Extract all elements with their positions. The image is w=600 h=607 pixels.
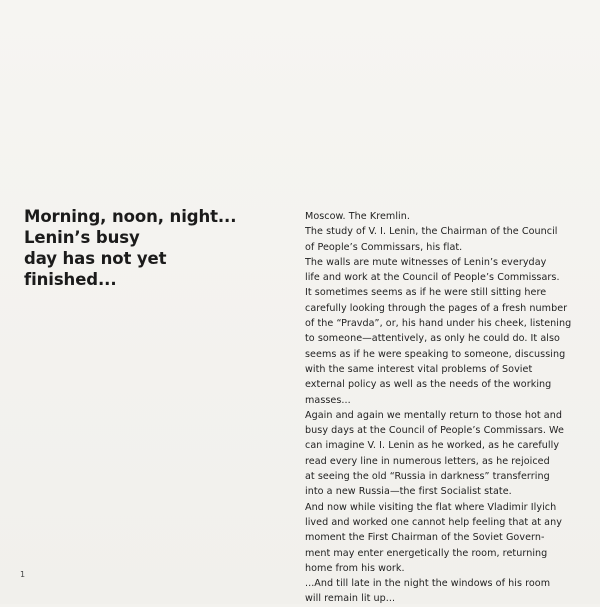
body-line: It sometimes seems as if he were still sitting here [305,287,547,299]
title-line: Lenin’s busy [24,228,140,247]
body-line: at seeing the old “Russia in darkness” transferring [305,471,550,483]
body-text [305,209,593,607]
title-line: finished... [24,270,117,289]
body-line: Moscow. The Kremlin. [305,211,410,222]
body-line: Again and again we mentally return to those hot and [305,409,562,421]
body-line: masses... [305,394,351,406]
body-line: into a new Russia—the first Socialist state. [305,486,512,498]
body-line: life and work at the Council of People’s Commissars. [305,272,560,284]
body-line: will remain lit up... [305,593,396,605]
body-line: read every line in numerous letters, as he rejoiced [305,455,550,467]
body-line: ...And till late in the night the windows of his room [305,578,551,590]
body-line: can imagine V. I. Lenin as he worked, as he carefully [305,440,560,452]
body-line: And now while visiting the flat where Vladimir Ilyich [305,501,557,513]
body-line: home from his work. [305,562,405,574]
body-line: The walls are mute witnesses of Lenin’s everyday [305,256,547,268]
body-line: to someone—attentively, as only he could do. It also [305,333,560,345]
title-line: Morning, noon, night... [24,207,237,226]
body-line: busy days at the Council of People’s Commissars. We [305,425,564,437]
page-title [24,206,254,290]
body-line: ment may enter energetically the room, returning [305,547,548,559]
body-line: seems as if he were speaking to someone, discussing [305,348,566,360]
body-line: lived and worked one cannot help feeling that at any [305,516,562,528]
body-line: of People’s Commissars, his flat. [305,241,463,253]
body-line: external policy as well as the needs of the working [305,379,552,391]
body-line: with the same interest vital problems of Soviet [305,363,533,375]
body-line: moment the First Chairman of the Soviet Govern- [305,532,545,544]
body-line: of the “Pravda”, or, his hand under his cheek, listening [305,318,572,330]
body-line: carefully looking through the pages of a fresh number [305,302,568,314]
page-number: 1 [20,570,26,579]
title-line: day has not yet [24,249,167,268]
body-line: The study of V. I. Lenin, the Chairman of the Council [305,226,558,238]
